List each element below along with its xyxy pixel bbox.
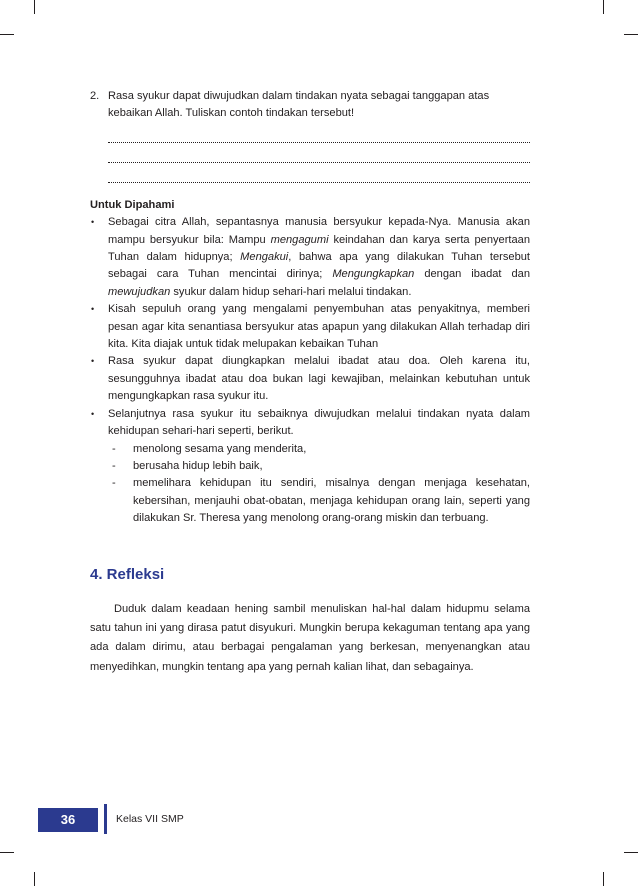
- bullet-item: • Rasa syukur dapat diungkapkan melalui ibadat atau doa. Oleh karena itu, sesungguhnya ibadat atau doa bukan lagi kewajiban, melainkan kebutuhan untuk mengungkapkan rasa syukur itu.: [91, 355, 530, 403]
- crop-mark: [624, 34, 638, 35]
- understanding-heading: Untuk Dipahami: [90, 198, 175, 211]
- section-title: 4. Refleksi: [90, 566, 165, 583]
- crop-mark: [603, 0, 604, 14]
- bullet-icon: •: [91, 356, 95, 367]
- bullet-item: • Selanjutnya rasa syukur itu sebaiknya diwujudkan melalui tindakan nyata dalam kehidupan sehari-hari seperti, berikut.: [91, 407, 530, 438]
- footer-divider: [104, 804, 107, 834]
- answer-line[interactable]: [108, 165, 530, 183]
- crop-mark: [0, 34, 14, 35]
- answer-line[interactable]: [108, 145, 530, 163]
- bullet-icon: •: [91, 304, 95, 315]
- answer-line[interactable]: [108, 125, 530, 143]
- crop-mark: [0, 852, 14, 853]
- reflection-section: [90, 600, 530, 677]
- reflection-paragraph: Duduk dalam keadaan hening sambil menuliskan hal-hal dalam hidupmu selama satu tahun ini yang dirasa patut disyukuri. Mungkin berupa kekaguman tentang apa yang ada dalam dirimu, atau berbagai pengalaman yang berkesan, menyenangkan atau menyedihkan, mungkin tentang apa yang pernah kalian lihat, dan sebagainya.: [90, 603, 530, 673]
- crop-mark: [34, 872, 35, 886]
- crop-mark: [34, 0, 35, 14]
- sub-item: - menolong sesama yang menderita,: [90, 441, 530, 458]
- sub-item: - berusaha hidup lebih baik,: [90, 458, 530, 475]
- dash-icon: -: [112, 459, 116, 472]
- crop-mark: [624, 852, 638, 853]
- crop-mark: [603, 872, 604, 886]
- answer-lines: [90, 125, 530, 183]
- question-number: 2.: [90, 90, 100, 102]
- footer-label: Kelas VII SMP: [116, 813, 184, 825]
- dash-icon: -: [112, 442, 116, 455]
- page-number-badge: [38, 808, 98, 832]
- bullet-item: • Kisah sepuluh orang yang mengalami penyembuhan atas penyakitnya, memberi pesan agar kita senantiasa bersyukur atas apapun yang dilakukan Allah terhadap diri kita. Kita diajak untuk tidak melupakan kebaikan Tuhan: [91, 303, 530, 351]
- bullet-icon: •: [91, 408, 95, 419]
- bullet-item: • Sebagai citra Allah, sepantasnya manusia bersyukur kepada-Nya. Manusia akan mampu bersyukur bila: Mampu mengagumi keindahan dan karya serta penyertaan Tuhan dalam hidupnya; Mengakui, bahwa apa yang dilakukan Tuhan tersebut sebagai cara Tuhan mencintai dirinya; Mengungkapkan dengan ibadat dan mewujudkan syukur dalam hidup sehari-hari melalui tindakan.: [91, 216, 530, 298]
- sub-item: - memelihara kehidupan itu sendiri, misalnya dengan menjaga kesehatan, kebersihan, menjauhi obat-obatan, menjaga kehidupan orang lain, seperti yang dilakukan Sr. Theresa yang menolong orang-orang miskin dan terbuang.: [112, 477, 530, 525]
- question-2: [90, 88, 530, 123]
- page-number: 36: [60, 812, 76, 827]
- question-line-2: kebaikan Allah. Tuliskan contoh tindakan tersebut!: [108, 107, 355, 120]
- question-line-1: Rasa syukur dapat diwujudkan dalam tindakan nyata sebagai tanggapan atas: [108, 90, 490, 102]
- bullet-icon: •: [91, 217, 95, 228]
- page-body: [90, 88, 530, 528]
- dash-icon: -: [112, 477, 116, 490]
